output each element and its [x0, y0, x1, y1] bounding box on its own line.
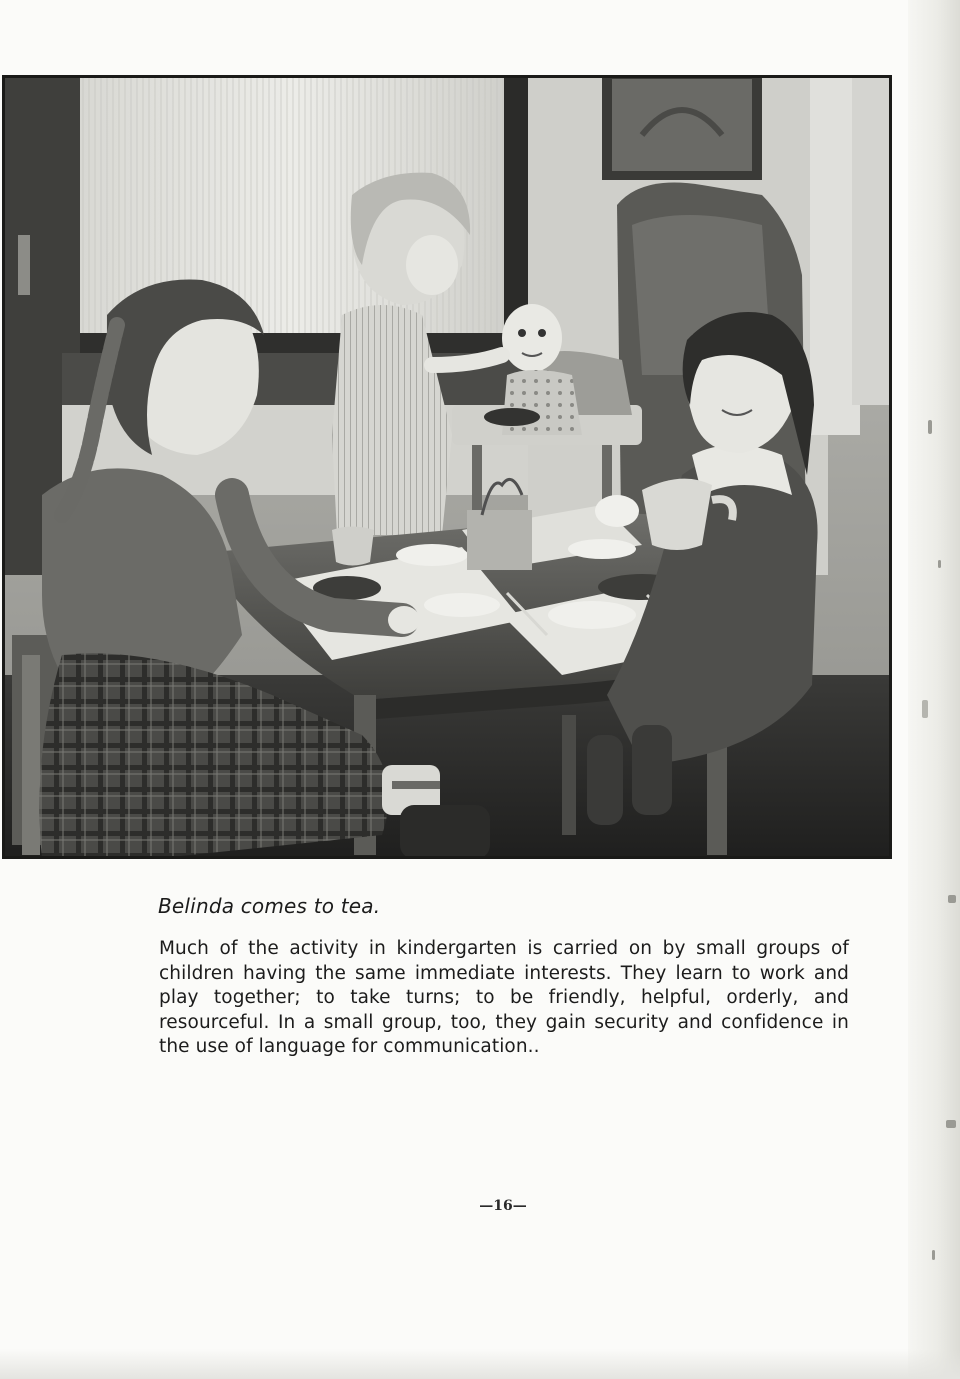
body-paragraph: Much of the activity in kindergarten is carried on by small groups of children having the same immediate interests. They learn to work and play together; to take turns; to be friendly, helpful, orderly, and resourceful. In a small group, too, they gain security and confidence in the use of language for communication..: [159, 938, 849, 1057]
page-edge: [908, 0, 960, 1379]
page-bottom-shadow: [0, 1349, 960, 1379]
classroom-photo-illustration: [2, 75, 892, 859]
classroom-photo: [2, 75, 892, 859]
page-number: —16—: [479, 1198, 527, 1214]
photo-caption: Belinda comes to tea.: [158, 894, 381, 918]
